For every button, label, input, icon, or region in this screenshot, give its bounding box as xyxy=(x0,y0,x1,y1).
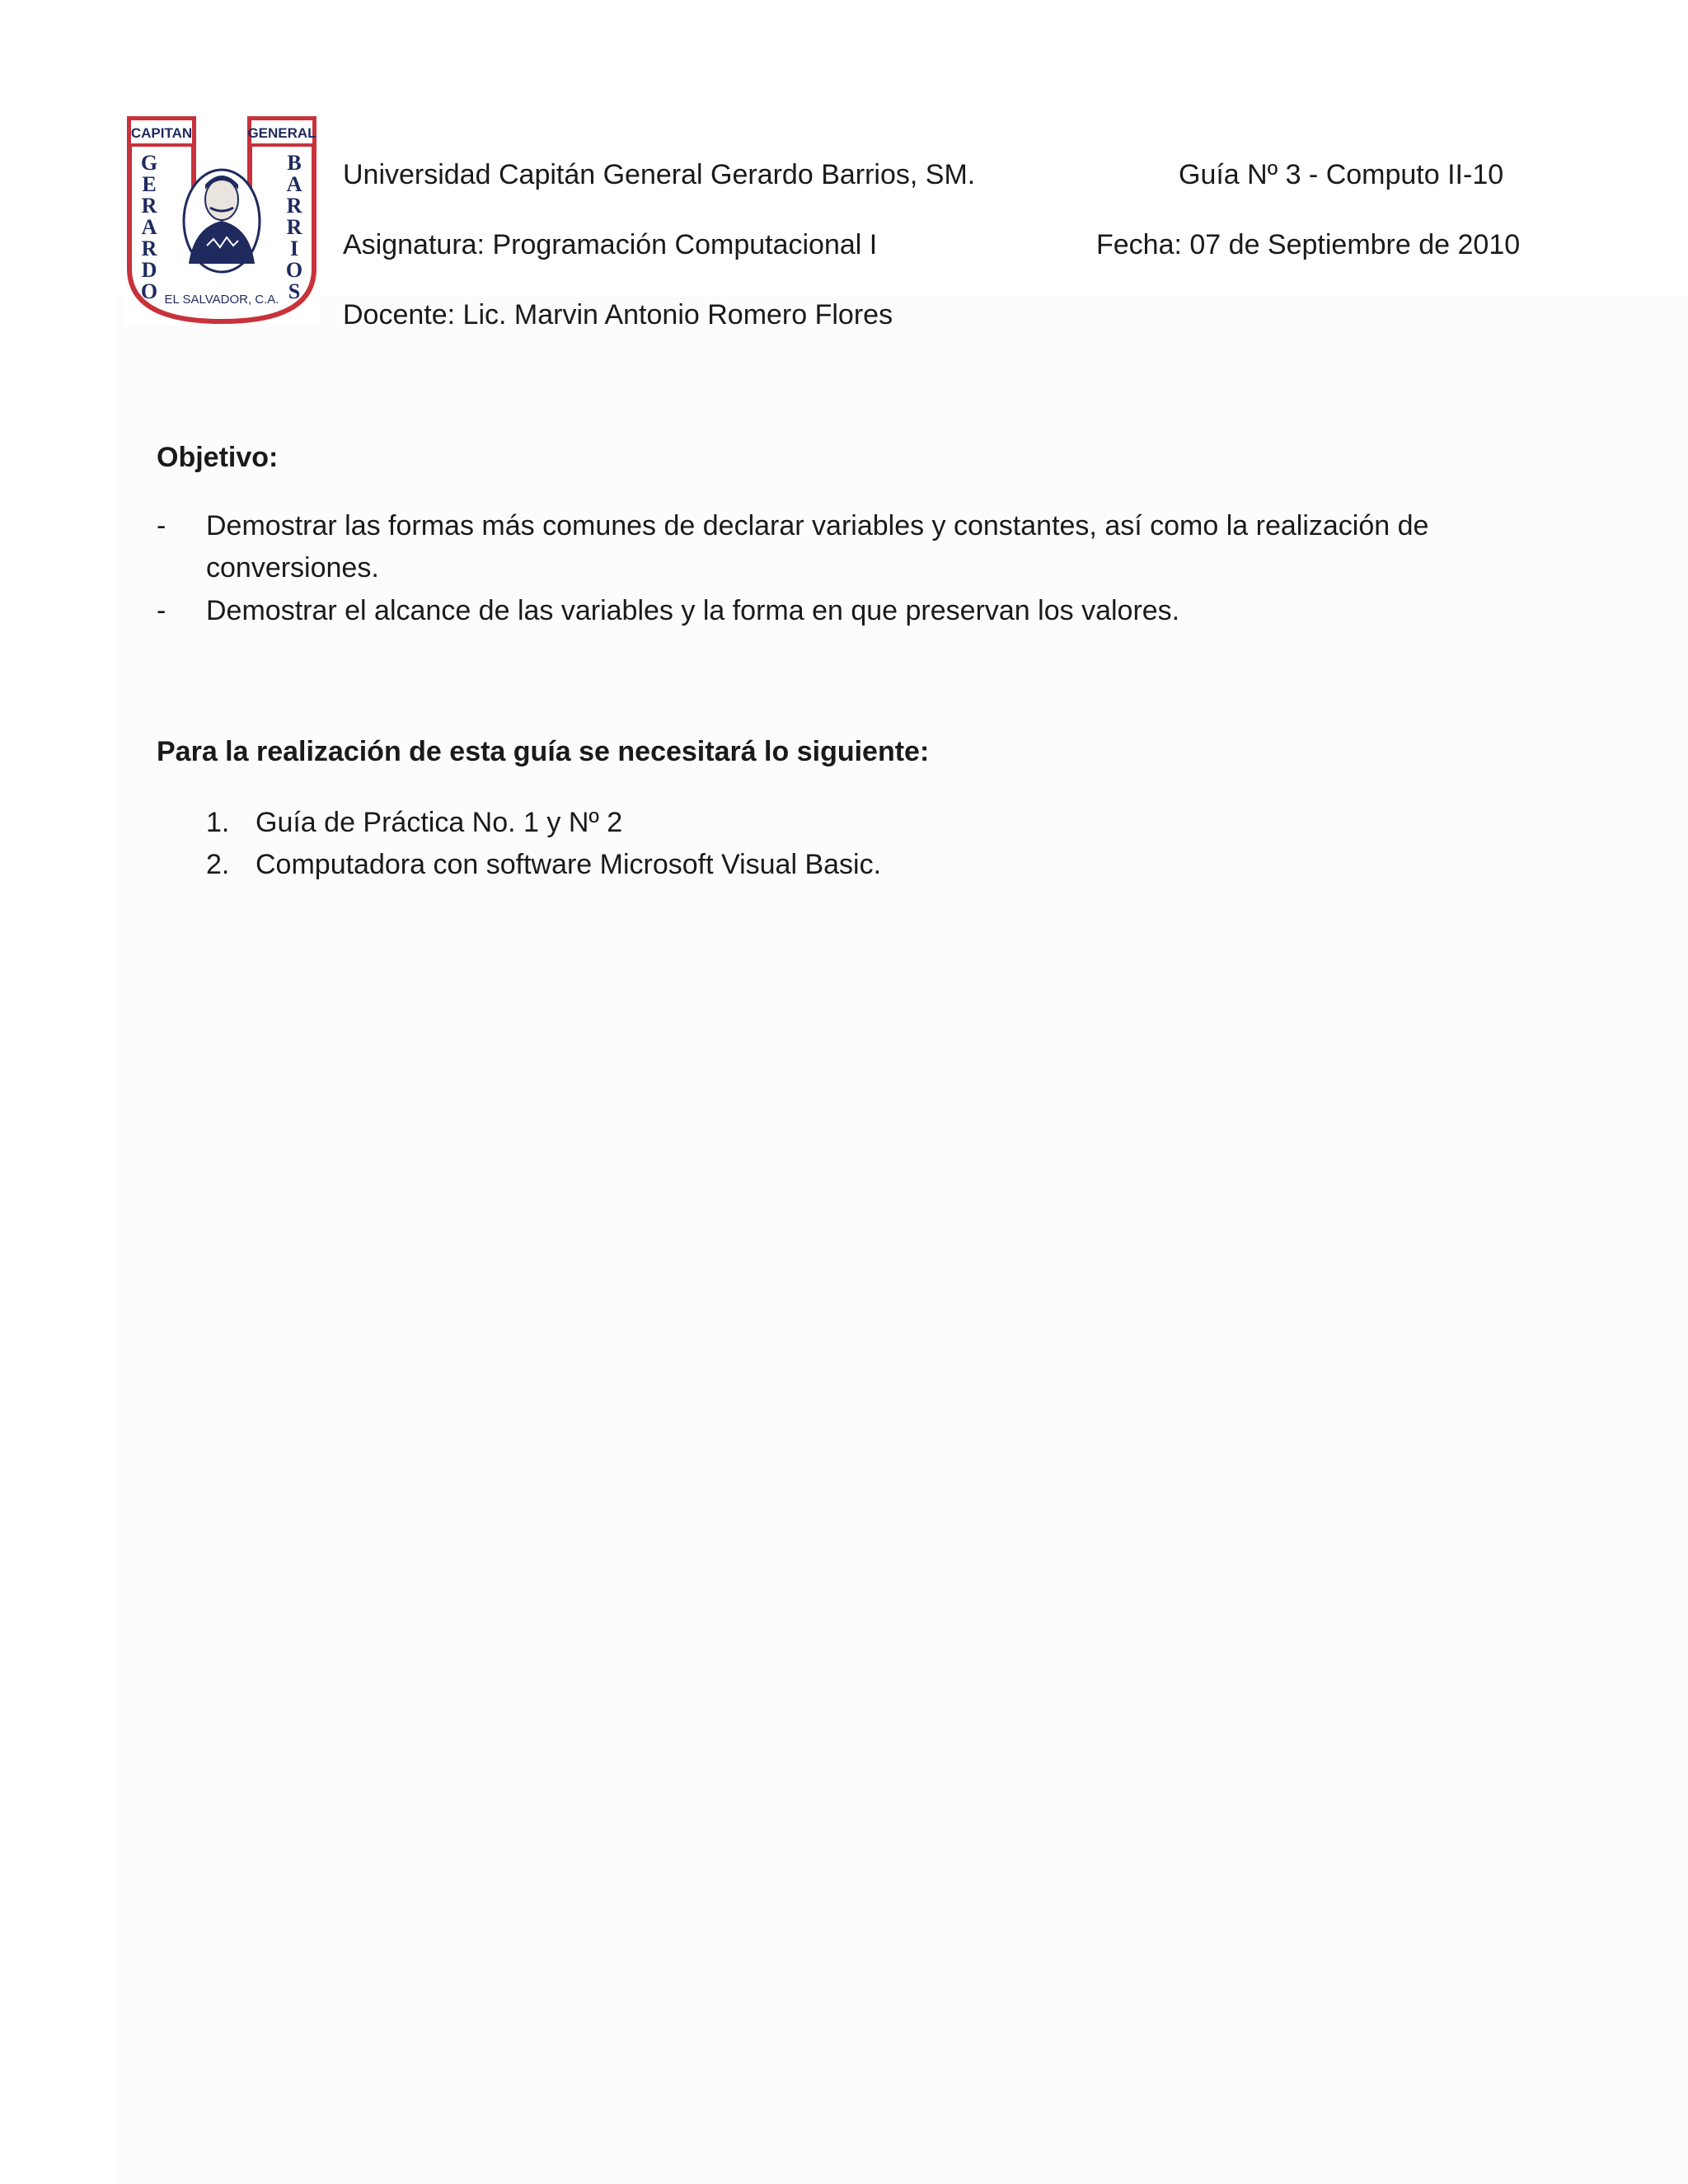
requirement-item xyxy=(206,848,881,881)
svg-text:A: A xyxy=(141,215,157,239)
svg-text:R: R xyxy=(141,237,157,260)
requirement-item xyxy=(206,806,622,839)
university-name: Universidad Capitán General Gerardo Barrios, SM. xyxy=(343,159,976,190)
svg-text:A: A xyxy=(286,172,302,196)
guide-number: Guía Nº 3 - Computo II-10 xyxy=(1179,159,1504,190)
svg-text:R: R xyxy=(286,215,302,239)
requirement-item-text: Guía de Práctica No. 1 y Nº 2 xyxy=(256,807,623,838)
svg-text:G: G xyxy=(140,151,158,175)
objective-item xyxy=(157,505,1525,589)
teacher-line: Docente: Lic. Marvin Antonio Romero Flores xyxy=(343,299,893,330)
objective-item-text: Demostrar las formas más comunes de declarar variables y constantes, así como la realización de conversiones. xyxy=(206,510,1429,583)
list-number: 1. xyxy=(206,807,230,838)
bullet-marker: - xyxy=(157,595,166,626)
bullet-marker: - xyxy=(157,510,166,541)
svg-text:O: O xyxy=(285,258,303,282)
subject-line: Asignatura: Programación Computacional I xyxy=(343,229,878,260)
svg-text:GENERAL: GENERAL xyxy=(247,125,316,141)
objective-heading: Objetivo: xyxy=(157,442,279,473)
svg-text:CAPITAN: CAPITAN xyxy=(130,125,193,141)
university-logo xyxy=(124,114,319,325)
list-number: 2. xyxy=(206,849,230,880)
svg-text:D: D xyxy=(141,258,157,282)
svg-text:R: R xyxy=(141,194,157,218)
svg-text:S: S xyxy=(288,279,301,303)
svg-text:O: O xyxy=(140,279,158,303)
objective-item-text: Demostrar el alcance de las variables y la forma en que preservan los valores. xyxy=(206,595,1180,626)
svg-text:I: I xyxy=(289,237,299,260)
svg-text:B: B xyxy=(287,151,302,175)
svg-text:R: R xyxy=(286,194,302,218)
svg-text:EL SALVADOR, C.A.: EL SALVADOR, C.A. xyxy=(164,293,279,307)
svg-text:E: E xyxy=(142,172,157,196)
requirement-item-text: Computadora con software Microsoft Visual Basic. xyxy=(256,849,882,880)
date-line: Fecha: 07 de Septiembre de 2010 xyxy=(1096,229,1521,260)
requirements-heading: Para la realización de esta guía se necesitará lo siguiente: xyxy=(157,736,930,767)
objective-item xyxy=(157,590,1525,632)
